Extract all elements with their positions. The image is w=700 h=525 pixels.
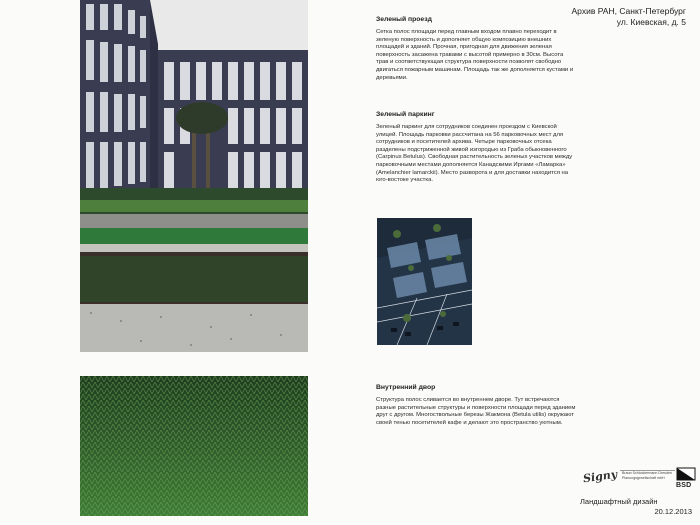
section-heading: Зеленый проезд	[376, 16, 432, 23]
grass-texture-photo	[80, 376, 308, 516]
section-green-drive	[376, 16, 576, 82]
aerial-parking-drawing	[377, 218, 472, 345]
section-green-parking	[376, 111, 576, 185]
courtyard-photo-drawing	[80, 0, 308, 352]
address-block	[572, 6, 686, 28]
firm-name-block	[622, 471, 672, 480]
courtyard-photo	[80, 0, 308, 352]
section-paragraph: Зеленый паркинг для сотрудников соединен проездом с Киевской улицей. Площадь парковки рассчитана на 56 парковочных мест для сотрудников и посетителей архива. Четыре парковочных отсека разделены подстриженной живой изгородью из Граба обыкновенного (Carpinus Betulus). Свободная растительность зеленых участков между парковочными местами дополняется Канадскими Иргами «Ламарка» (Amelanchier lamarckii). Место разворота и для доставки находится на юго-востоке участка.	[376, 124, 573, 184]
section-paragraph: Сетка полос площади перед главным входом плавно переходит в зеленую поверхность и дополняет общую композицию внешних площадей и зданий. Прочная, пригодная для движения зеленая поверхность засажена травами с высотой примерно в 30см. Высота трав и соответствующая структура поверхности позволят свободно двигаться пожарным машинам. Площадь так же дополняется кустами и деревьями.	[376, 29, 574, 81]
address-line-street: ул. Киевская, д. 5	[616, 17, 686, 27]
bsd-logo-text: BSD	[676, 482, 692, 489]
section-paragraph: Структура полос сливается во внутреннем дворе. Тут встречаются разные растительные структуры и поверхности площади перед зданием друг с другом. Многоствольные березы Жакмона (Betula utilis) окружают своей тенью посетителей кафе и делают это пространство уютным.	[376, 397, 576, 426]
grass-texture-drawing	[80, 376, 308, 516]
signature-logo: Signy	[582, 467, 618, 486]
aerial-parking-photo	[377, 218, 472, 345]
firm-name-line: Braun Schlockermann Dresden	[622, 471, 672, 475]
footer-date: 20.12.2013	[654, 507, 692, 516]
address-line-city: Архив РАН, Санкт-Петербург	[571, 6, 686, 16]
firm-name-line: Planungsgesellschaft mbH	[622, 475, 665, 480]
section-heading: Внутренний двор	[376, 384, 436, 391]
section-heading: Зеленый паркинг	[376, 111, 435, 118]
footer-title: Ландшафтный дизайн	[580, 497, 658, 506]
section-courtyard	[376, 384, 576, 427]
